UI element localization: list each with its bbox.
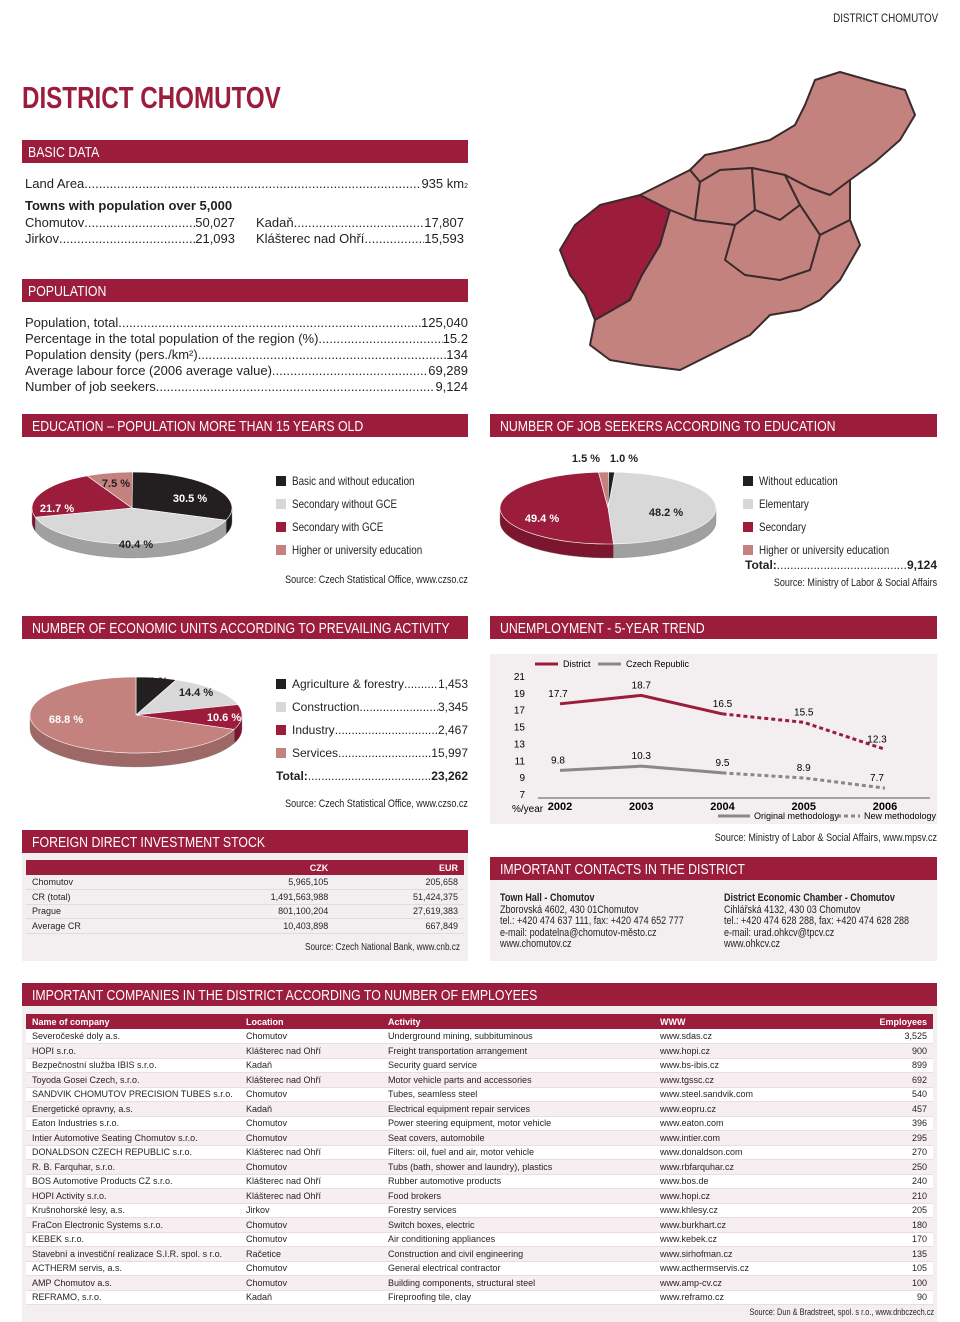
table-cell: Chomutov — [240, 1218, 382, 1233]
table-cell: ACTHERM servis, a.s. — [26, 1261, 240, 1276]
education-pie-chart — [22, 462, 262, 562]
table-row — [26, 1102, 933, 1117]
table-cell: 540 — [834, 1087, 933, 1102]
table-cell: General electrical contractor — [382, 1261, 654, 1276]
legend-district-label: District — [563, 659, 591, 669]
table-cell[interactable]: www.bs-ibis.cz — [654, 1058, 834, 1073]
table-cell: R. B. Farquhar, s.r.o. — [26, 1160, 240, 1175]
x-tick-label: 2002 — [547, 801, 573, 813]
legend-item: Industry ..... 2,467 — [276, 722, 468, 738]
table-cell: Food brokers — [382, 1189, 654, 1204]
email-link[interactable]: e-mail: podatelna@chomutov-město.cz — [500, 926, 657, 939]
y-tick-label: 13 — [513, 739, 525, 751]
unemployment-source: Source: Ministry of Labor & Social Affairs, www.mpsv.cz — [714, 832, 937, 844]
contacts-heading: IMPORTANT CONTACTS IN THE DISTRICT — [490, 857, 937, 880]
table-row — [26, 1029, 933, 1044]
contact-chamber: District Economic Chamber - Chomutov Cihlářská 4132, 430 03 Chomutov tel.: +420 474 628 288, fax: +420 474 628 288 e-mail: urad.ohkcv@tpcv.cz www.ohkcv.cz — [724, 892, 910, 950]
pie-value-label: 48.2 % — [648, 507, 684, 519]
y-tick-label: 15 — [513, 722, 525, 734]
table-cell: DONALDSON CZECH REPUBLIC s.r.o. — [26, 1145, 240, 1160]
table-cell: Chomutov — [240, 1160, 382, 1175]
table-cell: Intier Automotive Seating Chomutov s.r.o. — [26, 1131, 240, 1146]
population-list — [25, 315, 468, 395]
legend-swatch — [743, 545, 753, 555]
education-legend — [276, 474, 451, 566]
table-cell[interactable]: www.sdas.cz — [654, 1029, 834, 1044]
table-cell: Jirkov — [240, 1203, 382, 1218]
table-row — [26, 1261, 933, 1276]
table-row — [26, 1160, 933, 1175]
table-row — [26, 1058, 933, 1073]
pie-value-label: 7.5 % — [101, 478, 131, 490]
table-row — [26, 1189, 933, 1204]
economic-total: Total: ..... 23,262 — [276, 768, 468, 784]
pie-value-label: 49.4 % — [524, 513, 560, 525]
table-cell: SANDVIK CHOMUTOV PRECISION TUBES s.r.o. — [26, 1087, 240, 1102]
page-title: DISTRICT CHOMUTOV — [22, 80, 281, 115]
series-line-district — [560, 695, 723, 714]
data-label: 15.5 — [794, 707, 814, 719]
table-cell: Tubs (bath, shower and laundry), plastics — [382, 1160, 654, 1175]
table-cell: 295 — [834, 1131, 933, 1146]
table-cell: 100 — [834, 1276, 933, 1291]
legend-swatch — [743, 499, 753, 509]
table-cell: Chomutov — [240, 1276, 382, 1291]
table-cell[interactable]: www.rbfarquhar.cz — [654, 1160, 834, 1175]
col-www: WWW — [654, 1014, 834, 1029]
legend-original-label: Original methodology — [754, 811, 840, 821]
table-row — [26, 1174, 933, 1189]
table-cell: 240 — [834, 1174, 933, 1189]
y-tick-label: 21 — [513, 672, 525, 683]
table-cell[interactable]: www.khlesy.cz — [654, 1203, 834, 1218]
table-cell[interactable]: www.tgssc.cz — [654, 1073, 834, 1088]
legend-item: Services ..... 15,997 — [276, 745, 468, 761]
series-line-czech-republic — [560, 766, 723, 773]
table-cell[interactable]: www.eopru.cz — [654, 1102, 834, 1117]
table-cell: Chomutov — [240, 1116, 382, 1131]
education-source: Source: Czech Statistical Office, www.czso.cz — [285, 574, 468, 586]
table-cell[interactable]: www.burkhart.cz — [654, 1218, 834, 1233]
y-tick-label: 17 — [513, 705, 525, 717]
legend-swatch — [276, 725, 286, 735]
table-cell: 3,525 — [834, 1029, 933, 1044]
table-cell[interactable]: www.kebek.cz — [654, 1232, 834, 1247]
pie-value-label: 40.4 % — [118, 539, 154, 551]
table-cell[interactable]: www.sirhofman.cz — [654, 1247, 834, 1262]
table-cell: 250 — [834, 1160, 933, 1175]
table-row — [26, 1290, 933, 1305]
legend-swatch — [743, 522, 753, 532]
fdi-row: Chomutov 5,965,105 205,658 — [26, 875, 464, 890]
table-cell: 205 — [834, 1203, 933, 1218]
education-heading: EDUCATION – POPULATION MORE THAN 15 YEARS OLD — [22, 414, 468, 437]
legend-item: Secondary — [743, 520, 918, 534]
town-row: Jirkov ..... 21,093 — [25, 231, 235, 247]
companies-header-row — [26, 1014, 933, 1029]
table-cell: Motor vehicle parts and accessories — [382, 1073, 654, 1088]
table-cell: 210 — [834, 1189, 933, 1204]
table-cell: 899 — [834, 1058, 933, 1073]
table-cell[interactable]: www.donaldson.com — [654, 1145, 834, 1160]
legend-item: Agriculture & forestry ..... 1,453 — [276, 676, 468, 692]
legend-new-label: New methodology — [864, 811, 937, 821]
pie-value-label: 1.0 % — [609, 453, 639, 465]
legend-item: Construction ..... 3,345 — [276, 699, 468, 715]
population-row: Number of job seekers ..... 9,124 — [25, 379, 468, 395]
economic-pie-chart — [22, 665, 262, 775]
pie-value-label: 1.5 % — [571, 453, 601, 465]
jobseekers-heading: NUMBER OF JOB SEEKERS ACCORDING TO EDUCATION — [490, 414, 937, 437]
jobseekers-total: Total: ..... 9,124 — [745, 557, 937, 573]
unemployment-line-chart — [490, 654, 937, 824]
population-row: Population, total ..... 125,040 — [25, 315, 468, 331]
y-tick-label: 7 — [519, 790, 525, 801]
table-cell: Chomutov — [240, 1261, 382, 1276]
table-row — [26, 1073, 933, 1088]
economic-legend — [276, 676, 468, 784]
fdi-row: Average CR 10,403,898 667,849 — [26, 919, 464, 934]
table-cell: REFRAMO, s.r.o. — [26, 1290, 240, 1305]
table-cell: 270 — [834, 1145, 933, 1160]
legend-item: Higher or university education — [743, 543, 918, 557]
col-activity: Activity — [382, 1014, 654, 1029]
fdi-col-czk: CZK — [176, 860, 334, 875]
jobseekers-pie-chart — [490, 450, 730, 570]
table-cell: Filters: oil, fuel and air, motor vehicle — [382, 1145, 654, 1160]
table-row — [26, 1247, 933, 1262]
y-tick-label: 19 — [513, 688, 525, 700]
table-cell: Chomutov — [240, 1131, 382, 1146]
email-link[interactable]: e-mail: urad.ohkcv@tpcv.cz — [724, 926, 835, 939]
table-cell: Seat covers, automobile — [382, 1131, 654, 1146]
table-row — [26, 1232, 933, 1247]
y-tick-label: 9 — [519, 773, 525, 785]
table-cell: Kadaň — [240, 1058, 382, 1073]
table-row — [26, 1044, 933, 1059]
table-row — [26, 1116, 933, 1131]
web-link[interactable]: www.ohkcv.cz — [724, 938, 780, 950]
table-cell: Klášterec nad Ohří — [240, 1174, 382, 1189]
legend-swatch — [276, 679, 286, 689]
table-cell: Building components, structural steel — [382, 1276, 654, 1291]
col-employees: Employees — [834, 1014, 933, 1029]
contact-town-hall: Town Hall - Chomutov Zborovská 4602, 430 01Chomutov tel.: +420 474 637 111, fax: +420 474 652 777 e-mail: podatelna@chomutov-město.cz www.chomutov.cz — [500, 892, 684, 950]
data-label: 10.3 — [631, 751, 651, 763]
data-label: 8.9 — [796, 762, 811, 774]
basic-data-heading: BASIC DATA — [22, 140, 468, 163]
legend-item: Secondary without GCE — [276, 497, 451, 511]
col-location: Location — [240, 1014, 382, 1029]
table-cell: Fireproofing tile, clay — [382, 1290, 654, 1305]
table-cell[interactable]: www.intier.com — [654, 1131, 834, 1146]
data-label: 17.7 — [548, 688, 568, 700]
legend-swatch — [276, 499, 286, 509]
unemployment-heading: UNEMPLOYMENT - 5-YEAR TREND — [490, 616, 937, 639]
town-row: Chomutov ..... 50,027 — [25, 215, 235, 231]
fdi-col-eur: EUR — [334, 860, 464, 875]
table-cell[interactable]: www.hopi.cz — [654, 1044, 834, 1059]
pie-value-label: 14.4 % — [178, 687, 214, 699]
legend-item: Elementary — [743, 497, 918, 511]
legend-cr-label: Czech Republic — [626, 659, 690, 669]
x-tick-label: 2006 — [872, 801, 898, 813]
jobseekers-source: Source: Ministry of Labor & Social Affairs — [773, 577, 937, 589]
fdi-col-name — [26, 860, 176, 875]
table-cell: Energetické opravny, a.s. — [26, 1102, 240, 1117]
population-row: Average labour force (2006 average value) ..... 69,289 — [25, 363, 468, 379]
table-cell: Chomutov — [240, 1087, 382, 1102]
table-cell[interactable]: www.bos.de — [654, 1174, 834, 1189]
towns-heading: Towns with population over 5,000 — [25, 198, 233, 213]
legend-item: Secondary with GCE — [276, 520, 451, 534]
pie-value-label: 6.2 % — [139, 676, 169, 688]
table-cell: 135 — [834, 1247, 933, 1262]
legend-swatch — [276, 476, 286, 486]
table-row — [26, 1203, 933, 1218]
fdi-row: CR (total) 1,491,563,988 51,424,375 — [26, 890, 464, 905]
fdi-table — [26, 860, 464, 934]
table-cell: Construction and civil engineering — [382, 1247, 654, 1262]
x-tick-label: 2003 — [629, 801, 654, 813]
town-row: Kadaň ..... 17,807 — [256, 215, 464, 231]
table-cell: Eaton Industries s.r.o. — [26, 1116, 240, 1131]
x-tick-label: 2004 — [710, 801, 735, 813]
table-cell: Stavební a investiční realizace S.I.R. spol. s r.o. — [26, 1247, 240, 1262]
data-label: 12.3 — [867, 734, 887, 746]
table-cell: 105 — [834, 1261, 933, 1276]
table-cell[interactable]: www.eaton.com — [654, 1116, 834, 1131]
table-cell: 396 — [834, 1116, 933, 1131]
jobseekers-legend — [743, 474, 918, 566]
table-cell: 900 — [834, 1044, 933, 1059]
land-area-row: Land Area ..... 935 km $_2$ — [25, 176, 468, 195]
table-cell: Switch boxes, electric — [382, 1218, 654, 1233]
table-row — [26, 1276, 933, 1291]
data-label: 18.7 — [631, 680, 651, 692]
table-cell: HOPI s.r.o. — [26, 1044, 240, 1059]
pie-value-label: 21.7 % — [39, 503, 75, 515]
table-row — [26, 1131, 933, 1146]
pie-value-label: 68.8 % — [48, 714, 84, 726]
table-cell: Freight transportation arrangement — [382, 1044, 654, 1059]
x-tick-label: 2005 — [791, 801, 816, 813]
legend-swatch — [276, 545, 286, 555]
legend-swatch — [743, 476, 753, 486]
table-cell[interactable]: www.amp-cv.cz — [654, 1276, 834, 1291]
table-cell: Kadaň — [240, 1102, 382, 1117]
population-row: Population density (pers./km²) ..... 134 — [25, 347, 468, 363]
legend-swatch — [276, 702, 286, 712]
table-cell: Forestry services — [382, 1203, 654, 1218]
economic-source: Source: Czech Statistical Office, www.czso.cz — [285, 798, 468, 810]
table-cell: Electrical equipment repair services — [382, 1102, 654, 1117]
series-line-district-new — [723, 714, 886, 749]
table-cell[interactable]: www.acthermservis.cz — [654, 1261, 834, 1276]
data-label: 9.8 — [551, 755, 565, 767]
companies-source: Source: Dun & Bradstreet, spol. s r.o., www.dnbczech.cz — [749, 1307, 934, 1317]
data-label: 9.5 — [715, 757, 730, 769]
legend-item: Basic and without education — [276, 474, 451, 488]
table-cell: Klášterec nad Ohří — [240, 1044, 382, 1059]
table-cell: Račetice — [240, 1247, 382, 1262]
table-cell: 170 — [834, 1232, 933, 1247]
table-cell: Air conditioning appliances — [382, 1232, 654, 1247]
table-cell: KEBEK s.r.o. — [26, 1232, 240, 1247]
table-cell: Severočeské doly a.s. — [26, 1029, 240, 1044]
companies-heading: IMPORTANT COMPANIES IN THE DISTRICT ACCORDING TO NUMBER OF EMPLOYEES — [22, 983, 937, 1006]
table-cell: Tubes, seamless steel — [382, 1087, 654, 1102]
fdi-source: Source: Czech National Bank, www.cnb.cz — [305, 942, 460, 953]
table-cell: Krušnohorské lesy, a.s. — [26, 1203, 240, 1218]
population-row: Percentage in the total population of the region (%) ..... 15.2 — [25, 331, 468, 347]
fdi-heading: FOREIGN DIRECT INVESTMENT STOCK — [22, 830, 468, 853]
data-label: 7.7 — [870, 773, 884, 785]
table-row — [26, 1145, 933, 1160]
companies-table — [26, 1014, 933, 1305]
table-cell: Chomutov — [240, 1029, 382, 1044]
legend-item: Higher or university education — [276, 543, 451, 557]
table-cell: Klášterec nad Ohří — [240, 1145, 382, 1160]
table-cell: Security guard service — [382, 1058, 654, 1073]
table-cell: BOS Automotive Products CZ s.r.o. — [26, 1174, 240, 1189]
series-line-czech-republic-new — [723, 773, 886, 788]
town-row: Klášterec nad Ohří ..... 15,593 — [256, 231, 464, 247]
col-name: Name of company — [26, 1014, 240, 1029]
population-heading: POPULATION — [22, 279, 468, 302]
table-cell: Bezpečnostní služba IBIS s.r.o. — [26, 1058, 240, 1073]
legend-swatch — [276, 522, 286, 532]
table-cell: Toyoda Gosei Czech, s.r.o. — [26, 1073, 240, 1088]
table-cell: AMP Chomutov a.s. — [26, 1276, 240, 1291]
table-row — [26, 1218, 933, 1233]
web-link[interactable]: www.chomutov.cz — [500, 938, 572, 950]
table-cell: Power steering equipment, motor vehicle — [382, 1116, 654, 1131]
table-cell: 180 — [834, 1218, 933, 1233]
legend-swatch — [276, 748, 286, 758]
running-header: DISTRICT CHOMUTOV — [832, 11, 938, 25]
district-map — [530, 70, 930, 380]
y-tick-label: 11 — [514, 756, 525, 768]
pie-value-label: 10.6 % — [206, 712, 242, 724]
table-cell: Klášterec nad Ohří — [240, 1189, 382, 1204]
table-cell: FraCon Electronic Systems s.r.o. — [26, 1218, 240, 1233]
table-cell: 90 — [834, 1290, 933, 1305]
table-cell[interactable]: www.steel.sandvik.com — [654, 1087, 834, 1102]
fdi-header-row — [26, 860, 464, 875]
economic-heading: NUMBER OF ECONOMIC UNITS ACCORDING TO PREVAILING ACTIVITY — [22, 616, 468, 639]
table-cell: HOPI Activity s.r.o. — [26, 1189, 240, 1204]
fdi-row: Prague 801,100,204 27,619,383 — [26, 904, 464, 919]
y-unit-label: %/year — [512, 804, 544, 815]
legend-item: Without education — [743, 474, 918, 488]
data-label: 16.5 — [712, 698, 733, 710]
pie-value-label: 30.5 % — [172, 493, 208, 505]
table-cell: Rubber automotive products — [382, 1174, 654, 1189]
table-row — [26, 1087, 933, 1102]
table-cell[interactable]: www.hopi.cz — [654, 1189, 834, 1204]
table-cell: Chomutov — [240, 1232, 382, 1247]
table-cell[interactable]: www.reframo.cz — [654, 1290, 834, 1305]
table-cell: 692 — [834, 1073, 933, 1088]
table-cell: 457 — [834, 1102, 933, 1117]
table-cell: Underground mining, subbituminous — [382, 1029, 654, 1044]
table-cell: Kadaň — [240, 1290, 382, 1305]
table-cell: Klášterec nad Ohří — [240, 1073, 382, 1088]
